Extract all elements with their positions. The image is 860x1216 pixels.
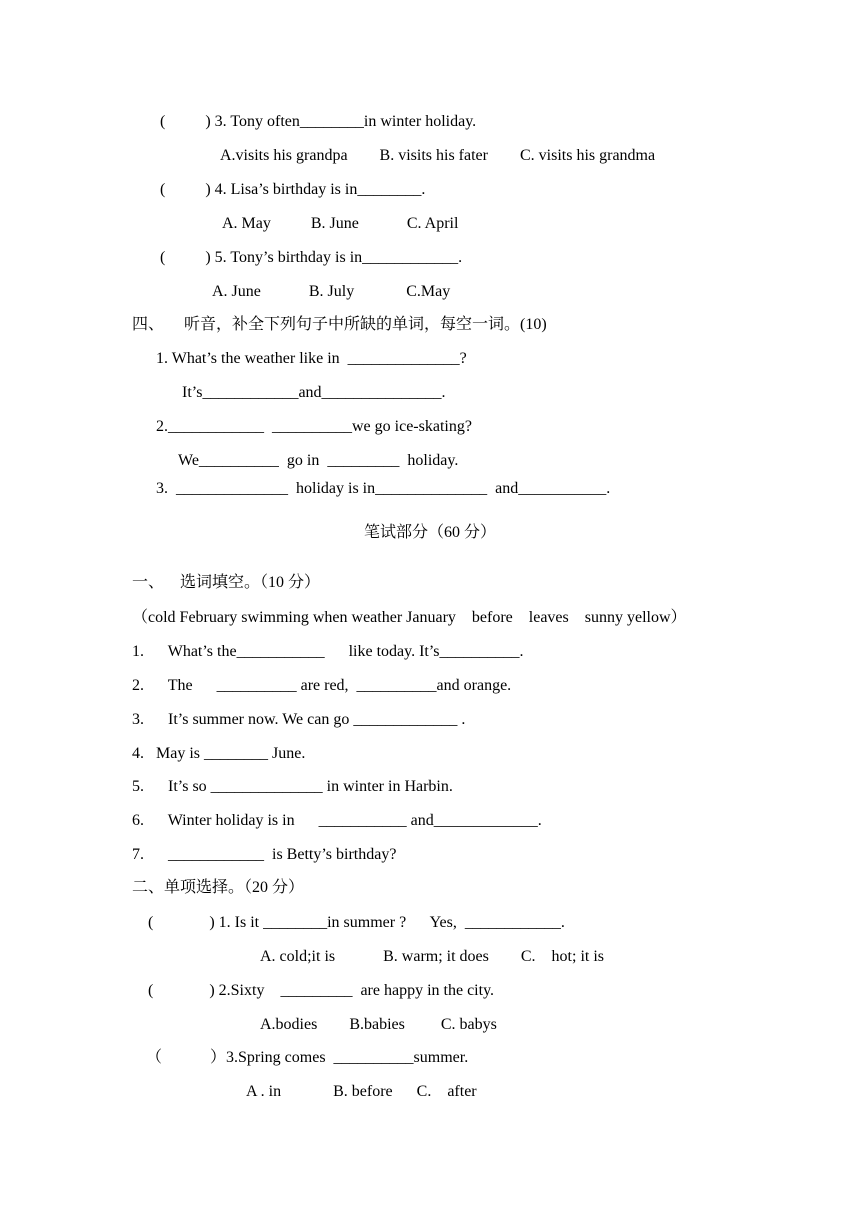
fill-item-4: 4. May is ________ June.: [132, 745, 306, 762]
section-4-sentence-2b: We__________ go in _________ holiday.: [178, 452, 459, 469]
answer-blank[interactable]: ________: [299, 113, 364, 130]
choice-question-1-options: A. cold;it is B. warm; it does C. hot; it is: [260, 948, 604, 965]
choice-question-3-options: A . in B. before C. after: [246, 1083, 477, 1100]
choice-question-2-options: A.bodies B.babies C. babys: [260, 1016, 497, 1033]
fill-item-6: 6. Winter holiday is in ___________ and_____________.: [132, 812, 542, 829]
written-part-title: 笔试部分（60 分）: [363, 524, 496, 541]
fill-item-3: 3. It’s summer now. We can go _____________ .: [132, 711, 466, 728]
question-3-options: A.visits his grandpa B. visits his fater C. visits his grandma: [220, 147, 656, 164]
question-4-options: A. May B. June C. April: [222, 215, 459, 232]
fill-item-5: 5. It’s so ______________ in winter in Harbin.: [132, 778, 453, 795]
question-3: ( ) 3. Tony often________in winter holiday.: [160, 113, 477, 130]
section-4-sentence-2a: 2.____________ __________we go ice-skating?: [156, 418, 472, 435]
answer-blank[interactable]: ________: [357, 181, 422, 198]
part-1-heading: 一、 选词填空。（10 分）: [132, 574, 321, 591]
choice-question-3: （ ）3.Spring comes __________summer.: [146, 1049, 469, 1066]
section-4-sentence-3: 3. ______________ holiday is in______________ and___________.: [156, 480, 611, 497]
fill-item-1: 1. What’s the___________ like today. It’s__________.: [132, 643, 524, 660]
word-bank: （cold February swimming when weather January before leaves sunny yellow）: [132, 609, 687, 626]
section-4-heading: 四、 听音，补全下列句子中所缺的单词，每空一词。(10): [132, 316, 547, 333]
answer-blank[interactable]: ____________: [362, 249, 459, 266]
choice-question-1: ( ) 1. Is it ________in summer ? Yes, ____________.: [148, 914, 565, 931]
part-2-heading: 二、单项选择。（20 分）: [132, 879, 305, 896]
fill-item-2: 2. The __________ are red, __________and orange.: [132, 677, 512, 694]
question-5-options: A. June B. July C.May: [212, 283, 451, 300]
section-4-sentence-1b: It’s____________and_______________.: [182, 384, 446, 401]
choice-question-2: ( ) 2.Sixty _________ are happy in the city.: [148, 982, 495, 999]
question-4: ( ) 4. Lisa’s birthday is in________.: [160, 181, 426, 198]
section-4-sentence-1a: 1. What’s the weather like in ______________?: [156, 350, 467, 367]
fill-item-7: 7. ____________ is Betty’s birthday?: [132, 846, 397, 863]
question-5: ( ) 5. Tony’s birthday is in____________.: [160, 249, 463, 266]
